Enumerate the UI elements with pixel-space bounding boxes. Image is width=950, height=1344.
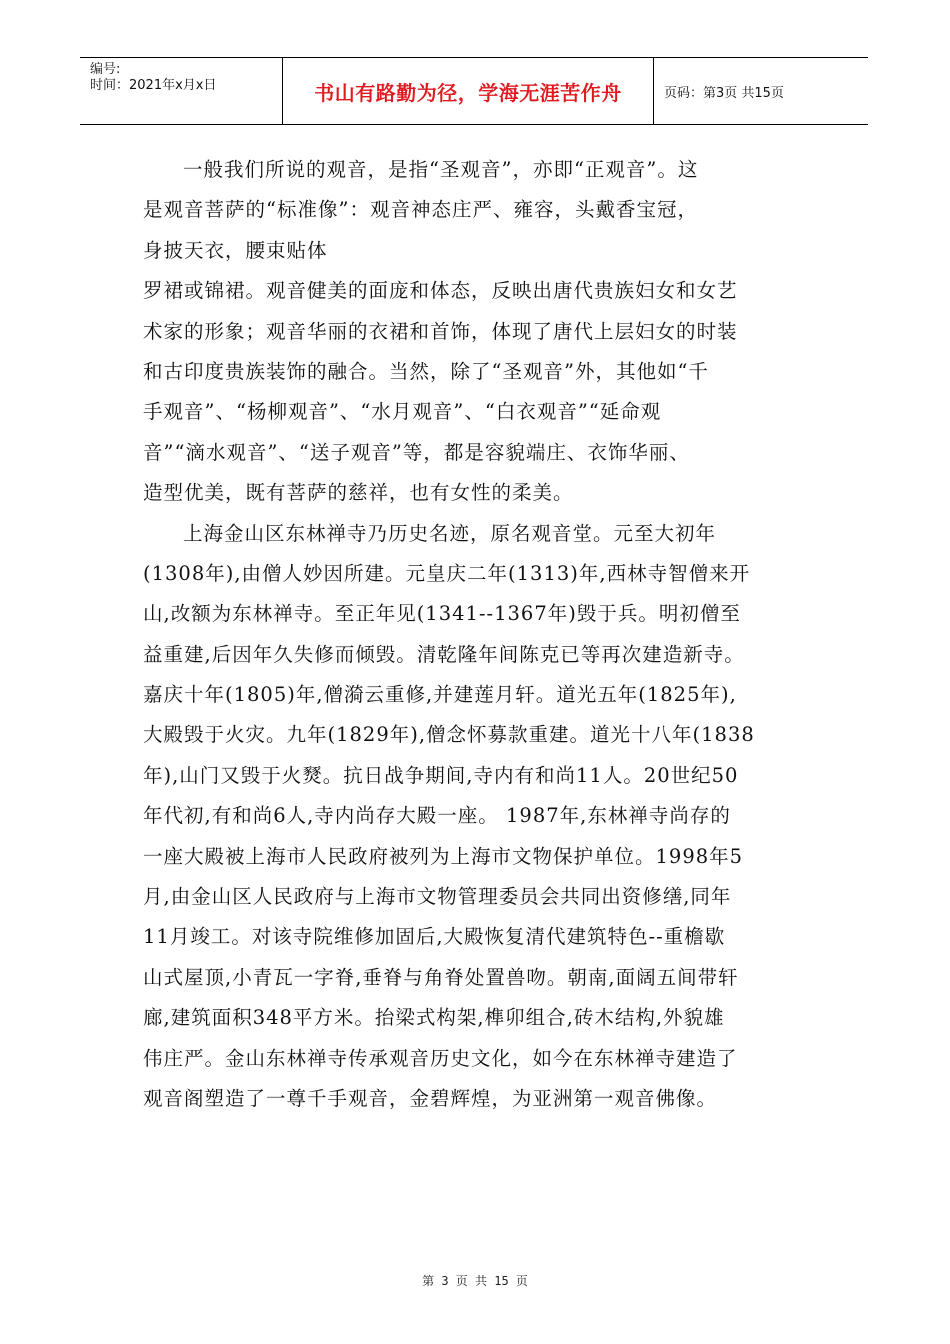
text-line: 大殿毁于火灾。九年(1829年),僧念怀募款重建。道光十八年(1838 <box>143 723 755 747</box>
text-line: 廊,建筑面积348平方米。抬梁式构架,榫卯组合,砖木结构,外貌雄 <box>143 1006 725 1030</box>
text-line: 和古印度贵族装饰的融合。当然，除了“圣观音”外，其他如“千 <box>143 359 709 383</box>
text-line: 身披天衣，腰束贴体 <box>143 238 328 262</box>
text-line: (1308年),由僧人妙因所建。元皇庆二年(1313)年,西林寺智僧来开 <box>143 561 751 585</box>
text-line: 造型优美，既有菩萨的慈祥，也有女性的柔美。 <box>143 481 574 505</box>
text-line: 音”“滴水观音”、“送子观音”等，都是容貌端庄、衣饰华丽、 <box>143 440 690 464</box>
text-line: 上海金山区东林禅寺乃历史名迹，原名观音堂。元至大初年 <box>183 521 717 545</box>
text-line: 山式屋顶,小青瓦一字脊,垂脊与角脊处置兽吻。朝南,面阔五间带轩 <box>143 965 739 989</box>
text-line: 伟庄严。金山东林禅寺传承观音历史文化，如今在东林禅寺建造了 <box>143 1046 738 1070</box>
text-line: 观音阁塑造了一尊千手观音，金碧辉煌，为亚洲第一观音佛像。 <box>143 1086 718 1110</box>
text-line: 益重建,后因年久失修而倾毁。清乾隆年间陈克已等再次建造新寺。 <box>143 642 745 666</box>
text-line: 11月竣工。对该寺院维修加固后,大殿恢复清代建筑特色--重檐歇 <box>143 925 726 949</box>
text-line: 术家的形象；观音华丽的衣裙和首饰，体现了唐代上层妇女的时装 <box>143 319 738 343</box>
page-footer: 第 3 页 共 15 页 <box>422 1274 528 1288</box>
text-line: 年),山门又毁于火燹。抗日战争期间,寺内有和尚11人。20世纪50 <box>143 763 739 787</box>
text-line: 罗裙或锦裙。观音健美的面庞和体态，反映出唐代贵族妇女和女艺 <box>143 279 738 303</box>
text-line: 嘉庆十年(1805)年,僧漪云重修,并建莲月轩。道光五年(1825年), <box>143 683 737 707</box>
header-meta <box>80 58 282 124</box>
document-date: 时间：2021年x月x日 <box>90 78 217 93</box>
text-line: 是观音菩萨的“标准像”：观音神态庄严、雍容，头戴香宝冠， <box>143 198 698 222</box>
text-line: 月,由金山区人民政府与上海市文物管理委员会共同出资修缮,同年 <box>143 885 732 909</box>
header-motto: 书山有路勤为径，学海无涯苦作舟 <box>282 58 654 124</box>
text-line: 一座大殿被上海市人民政府被列为上海市文物保护单位。1998年5 <box>143 844 744 868</box>
text-line: 一般我们所说的观音，是指“圣观音”，亦即“正观音”。这 <box>183 158 699 181</box>
header-page-info: 页码：第3页 共15页 <box>664 85 784 101</box>
page-header <box>80 57 868 125</box>
text-line: 山,改额为东林禅寺。至正年见(1341--1367年)毁于兵。明初僧至 <box>143 602 741 626</box>
text-line: 年代初,有和尚6人,寺内尚存大殿一座。 1987年,东林禅寺尚存的 <box>143 804 731 828</box>
document-number-label: 编号: <box>90 62 121 77</box>
text-line: 手观音”、“杨柳观音”、“水月观音”、“白衣观音”“延命观 <box>143 400 662 424</box>
document-body <box>143 150 811 1119</box>
